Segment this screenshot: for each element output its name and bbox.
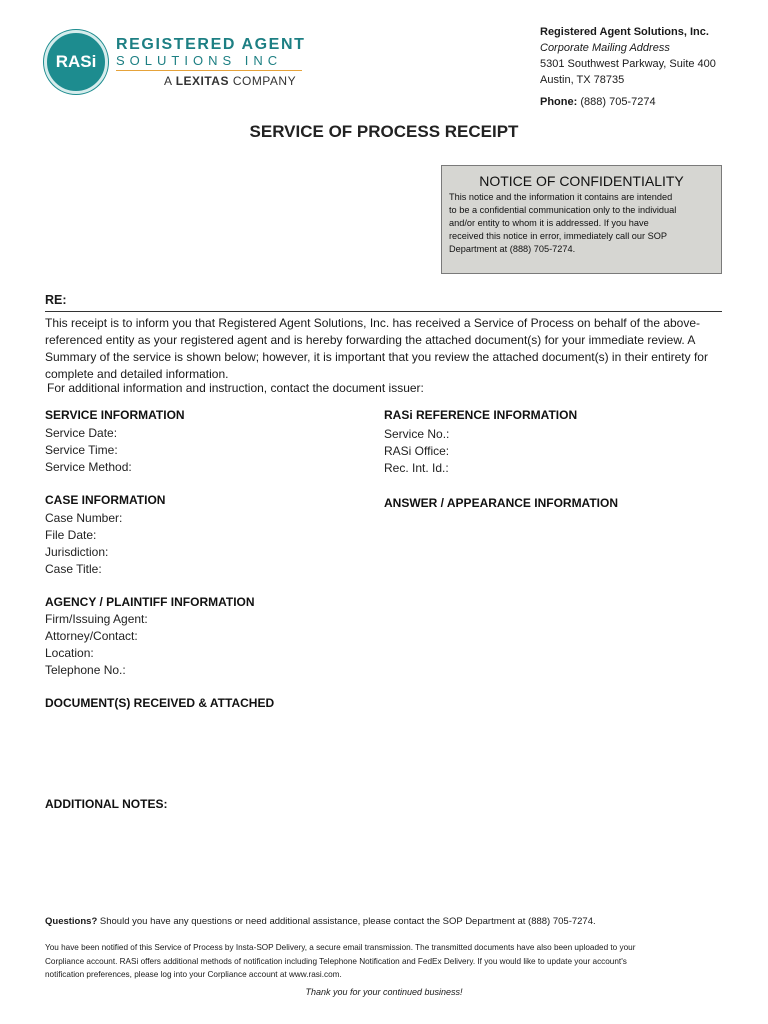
page-title: SERVICE OF PROCESS RECEIPT — [249, 122, 519, 141]
rasi-reference-heading: RASi REFERENCE INFORMATION — [384, 408, 578, 422]
service-information-heading: SERVICE INFORMATION — [45, 408, 185, 422]
service-date-label: Service Date: — [45, 426, 118, 440]
address-label: Corporate Mailing Address — [540, 42, 670, 54]
logo-wordmark-line2: SOLUTIONS INC — [116, 53, 283, 68]
street-address: 5301 Southwest Parkway, Suite 400 — [540, 58, 716, 70]
case-number-label: Case Number: — [45, 511, 123, 525]
rasi-office-label: RASi Office: — [384, 444, 450, 458]
case-title-label: Case Title: — [45, 562, 102, 576]
issuer-instruction: For additional information and instruction, contact the document issuer: — [47, 381, 424, 395]
company-phone: Phone: (888) 705-7274 — [540, 96, 656, 108]
delivery-notice-line: Corpliance account. RASi offers additional methods of notification including Telephone Notification and FedEx Delivery. If you would like to update your account's — [45, 956, 627, 966]
questions-line: Questions? Should you have any questions or need additional assistance, please contact the SOP Department at (888) 705-7274. — [45, 916, 596, 927]
thank-you-note: Thank you for your continued business! — [305, 987, 463, 997]
company-logo — [44, 30, 314, 96]
service-no-label: Service No.: — [384, 427, 450, 441]
firm-issuing-agent-label: Firm/Issuing Agent: — [45, 612, 148, 626]
rasi-reference-fields — [384, 426, 449, 477]
jurisdiction-label: Jurisdiction: — [45, 545, 109, 559]
telephone-no-label: Telephone No.: — [45, 663, 126, 677]
file-date-label: File Date: — [45, 528, 97, 542]
logo-tagline: A LEXITAS COMPANY — [164, 74, 297, 88]
delivery-notice-line: notification preferences, please log into your Corpliance account at www.rasi.com. — [45, 970, 342, 979]
corporate-address-block — [540, 24, 716, 110]
service-time-label: Service Time: — [45, 443, 118, 457]
delivery-notice-line: You have been notified of this Service of Process by Insta-SOP Delivery, a secure email transmission. The transmitted documents have also been uploaded to your — [45, 943, 636, 952]
answer-appearance-heading: ANSWER / APPEARANCE INFORMATION — [384, 496, 618, 510]
notice-title: NOTICE OF CONFIDENTIALITY — [479, 173, 684, 189]
notice-line: This notice and the information it contains are intended — [449, 192, 673, 202]
notice-line: and/or entity to whom it is addressed. If you have — [449, 218, 649, 228]
notice-body — [442, 189, 721, 256]
logo-badge — [44, 30, 108, 94]
case-information-fields — [45, 510, 122, 578]
delivery-notice — [45, 941, 735, 982]
case-information-heading: CASE INFORMATION — [45, 493, 166, 507]
rec-int-id-label: Rec. Int. Id.: — [384, 461, 449, 475]
location-label: Location: — [45, 646, 94, 660]
re-divider — [45, 311, 722, 312]
notice-line: Department at (888) 705-7274. — [449, 244, 576, 254]
service-method-label: Service Method: — [45, 460, 132, 474]
logo-badge-text: RASi — [55, 52, 97, 71]
notice-line: received this notice in error, immediately call our SOP — [449, 231, 668, 241]
attorney-contact-label: Attorney/Contact: — [45, 629, 138, 643]
logo-divider — [116, 70, 302, 71]
agency-plaintiff-fields — [45, 611, 148, 679]
city-state-zip: Austin, TX 78735 — [540, 74, 625, 86]
logo-wordmark-line1: REGISTERED AGENT — [116, 36, 306, 53]
additional-notes-heading: ADDITIONAL NOTES: — [45, 797, 168, 811]
notice-line: to be a confidential communication only to the individual — [449, 205, 677, 215]
confidentiality-notice — [441, 165, 722, 274]
service-information-fields — [45, 425, 132, 476]
documents-received-heading: DOCUMENT(S) RECEIVED & ATTACHED — [45, 696, 275, 710]
re-label: RE: — [45, 293, 67, 307]
intro-paragraph: This receipt is to inform you that Registered Agent Solutions, Inc. has received a Service of Process on behalf of the above-referenced entity as your registered agent and is hereby forwarding the attached document(s) for your immediate review. A Summary of the service is shown below; however, it is important that you review the attached document(s) in their entirety for complete and detailed information. — [45, 316, 708, 381]
company-name: Registered Agent Solutions, Inc. — [540, 26, 709, 38]
agency-plaintiff-heading: AGENCY / PLAINTIFF INFORMATION — [45, 595, 255, 609]
